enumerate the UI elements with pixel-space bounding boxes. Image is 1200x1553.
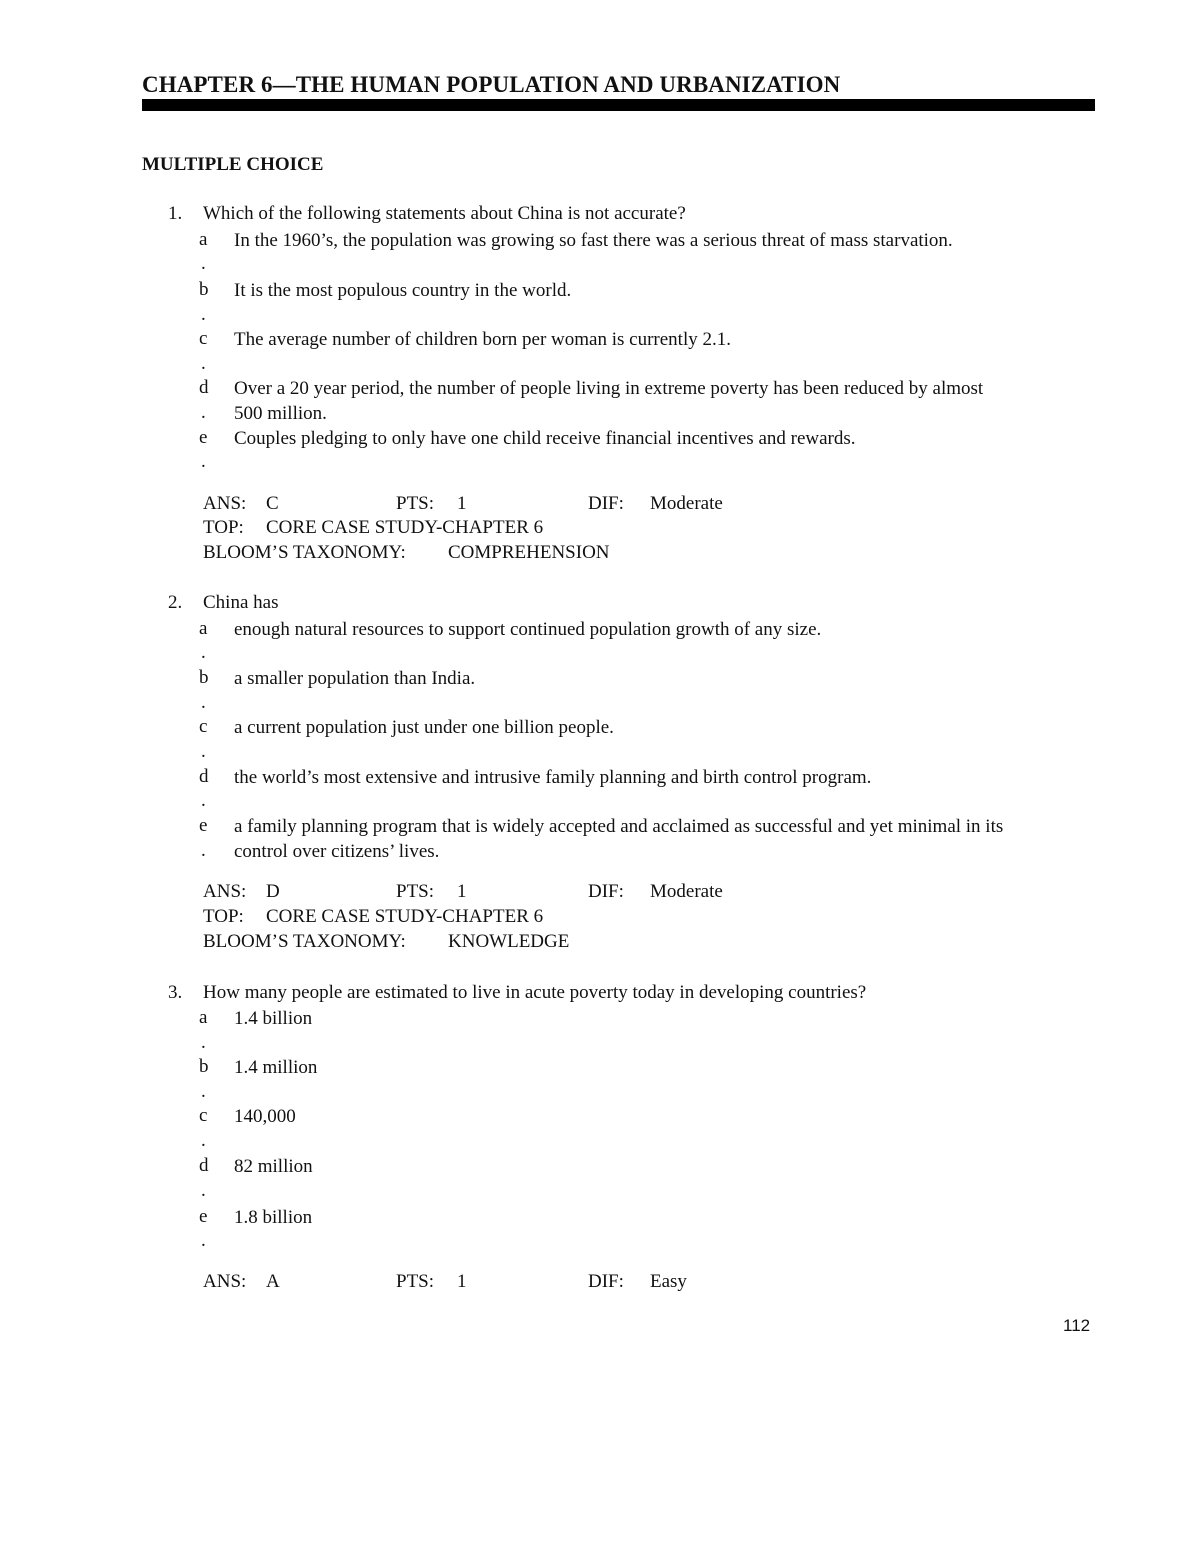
- page-number: 112: [1063, 1316, 1091, 1335]
- option-text: It is the most populous country in the world.: [234, 280, 572, 301]
- title-rule: [142, 99, 1095, 111]
- option-text: 1.4 billion: [234, 1008, 313, 1029]
- option-letter: c: [199, 716, 208, 737]
- option-dot: .: [201, 353, 206, 374]
- option-text: a family planning program that is widely accepted and acclaimed as successful and yet minimal in its control over citizens’ lives.: [234, 816, 1004, 862]
- option-letter: b: [199, 279, 209, 300]
- topic-label: TOP:: [203, 517, 244, 538]
- difficulty-label: DIF:: [588, 1271, 624, 1292]
- option-dot: .: [201, 451, 206, 472]
- option-dot: .: [201, 790, 206, 811]
- option-dot: .: [201, 642, 206, 663]
- option-dot: .: [201, 304, 206, 325]
- option-letter: e: [199, 815, 208, 836]
- points-label: PTS:: [396, 493, 435, 514]
- topic-value: CORE CASE STUDY-CHAPTER 6: [266, 517, 544, 538]
- option-letter: d: [199, 1155, 209, 1176]
- option-letter: c: [199, 328, 208, 349]
- option-letter: a: [199, 229, 208, 250]
- option-text: 1.4 million: [234, 1057, 318, 1078]
- option-letter: e: [199, 427, 208, 448]
- topic-label: TOP:: [203, 906, 244, 927]
- option-text: Over a 20 year period, the number of people living in extreme poverty has been reduced by almost 500 million.: [234, 378, 984, 424]
- points-label: PTS:: [396, 1271, 435, 1292]
- option-letter: a: [199, 618, 208, 639]
- question-text: How many people are estimated to live in acute poverty today in developing countries?: [203, 982, 867, 1003]
- topic-value: CORE CASE STUDY-CHAPTER 6: [266, 906, 544, 927]
- option-text: a smaller population than India.: [234, 668, 476, 689]
- option-dot: .: [201, 1230, 206, 1251]
- difficulty-label: DIF:: [588, 493, 624, 514]
- option-letter: b: [199, 667, 209, 688]
- difficulty-value: Moderate: [650, 881, 723, 902]
- bloom-value: COMPREHENSION: [448, 542, 610, 563]
- option-dot: .: [201, 840, 206, 861]
- option-letter: d: [199, 377, 209, 398]
- answer-value: C: [266, 493, 279, 514]
- bloom-label: BLOOM’S TAXONOMY:: [203, 931, 406, 952]
- option-letter: a: [199, 1007, 208, 1028]
- section-heading: MULTIPLE CHOICE: [142, 154, 324, 175]
- option-text: Couples pledging to only have one child receive financial incentives and rewards.: [234, 428, 856, 449]
- option-text: the world’s most extensive and intrusive family planning and birth control program.: [234, 767, 872, 788]
- option-dot: .: [201, 741, 206, 762]
- option-dot: .: [201, 1032, 206, 1053]
- bloom-value: KNOWLEDGE: [448, 931, 570, 952]
- answer-label: ANS:: [203, 1271, 247, 1292]
- question-number: 2.: [168, 592, 183, 613]
- option-letter: e: [199, 1206, 208, 1227]
- points-label: PTS:: [396, 881, 435, 902]
- difficulty-value: Moderate: [650, 493, 723, 514]
- option-text: In the 1960’s, the population was growing so fast there was a serious threat of mass starvation.: [234, 230, 953, 251]
- points-value: 1: [457, 881, 467, 902]
- question-number: 3.: [168, 982, 183, 1003]
- answer-value: A: [266, 1271, 280, 1292]
- answer-label: ANS:: [203, 881, 247, 902]
- option-text: a current population just under one billion people.: [234, 717, 614, 738]
- option-letter: c: [199, 1105, 208, 1126]
- answer-label: ANS:: [203, 493, 247, 514]
- chapter-title: CHAPTER 6—THE HUMAN POPULATION AND URBANIZATION: [142, 72, 841, 97]
- option-letter: d: [199, 766, 209, 787]
- points-value: 1: [457, 1271, 467, 1292]
- bloom-label: BLOOM’S TAXONOMY:: [203, 542, 406, 563]
- option-dot: .: [201, 1081, 206, 1102]
- difficulty-value: Easy: [650, 1271, 687, 1292]
- points-value: 1: [457, 493, 467, 514]
- option-text: 82 million: [234, 1156, 313, 1177]
- option-dot: .: [201, 402, 206, 423]
- option-dot: .: [201, 692, 206, 713]
- option-dot: .: [201, 1130, 206, 1151]
- difficulty-label: DIF:: [588, 881, 624, 902]
- option-letter: b: [199, 1056, 209, 1077]
- question-number: 1.: [168, 203, 183, 224]
- option-dot: .: [201, 1180, 206, 1201]
- answer-value: D: [266, 881, 280, 902]
- option-text: enough natural resources to support continued population growth of any size.: [234, 619, 822, 640]
- option-text: 140,000: [234, 1106, 296, 1127]
- question-text: China has: [203, 592, 279, 613]
- option-dot: .: [201, 253, 206, 274]
- question-text: Which of the following statements about China is not accurate?: [203, 203, 686, 224]
- option-text: The average number of children born per woman is currently 2.1.: [234, 329, 731, 350]
- option-text: 1.8 billion: [234, 1207, 313, 1228]
